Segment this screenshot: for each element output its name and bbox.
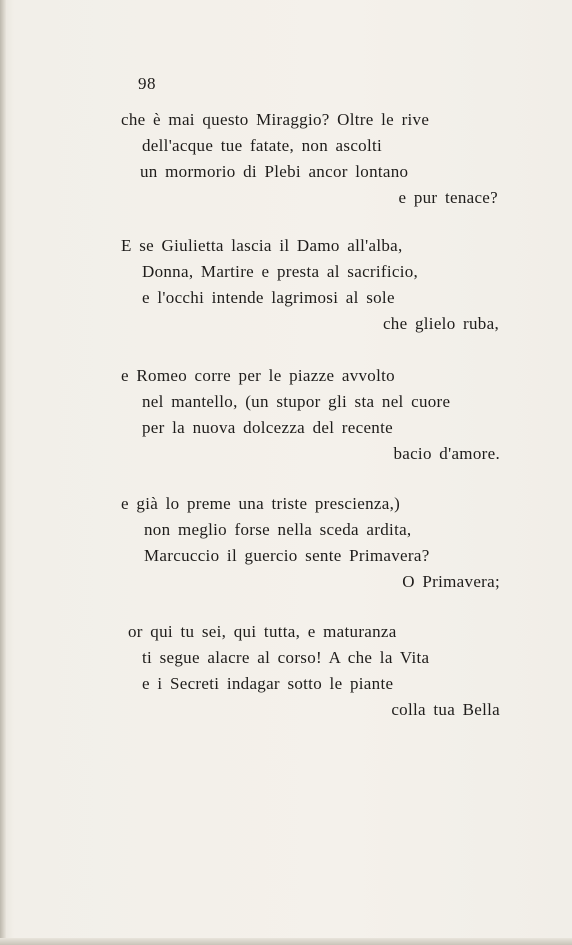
page-left-edge [0,0,6,945]
verse-line: per la nuova dolcezza del recente [142,418,393,437]
verse-line: e Romeo corre per le piazze avvolto [121,366,395,385]
verse-line: e i Secreti indagar sotto le piante [142,674,394,693]
verse-line: e già lo preme una triste prescienza,) [121,494,401,513]
verse-line: or qui tu sei, qui tutta, e maturanza [128,622,397,641]
verse-line: E se Giulietta lascia il Damo all'alba, [121,236,403,255]
verse-line-end: colla tua Bella [391,700,500,719]
page-bottom-edge [0,938,572,945]
verse-line-end: che glielo ruba, [382,314,499,333]
verse-line: dell'acque tue fatate, non ascolti [142,136,383,155]
verse-line: nel mantello, (un stupor gli sta nel cuore [142,392,451,411]
verse-line-end: O Primavera; [402,572,500,591]
verse-line: ti segue alacre al corso! A che la Vita [142,648,430,667]
verse-line: e l'occhi intende lagrimosi al sole [142,288,395,307]
page-number: 98 [138,74,156,93]
verse-line: un mormorio di Plebi ancor lontano [140,162,409,181]
verse-line-end: e pur tenace? [398,188,498,207]
verse-line: Donna, Martire e presta al sacrificio, [142,262,419,281]
verse-line: che è mai questo Miraggio? Oltre le rive [121,110,430,129]
verse-line: non meglio forse nella sceda ardita, [144,520,412,539]
verse-line-end: bacio d'amore. [393,444,500,463]
verse-line: Marcuccio il guercio sente Primavera? [144,546,430,565]
